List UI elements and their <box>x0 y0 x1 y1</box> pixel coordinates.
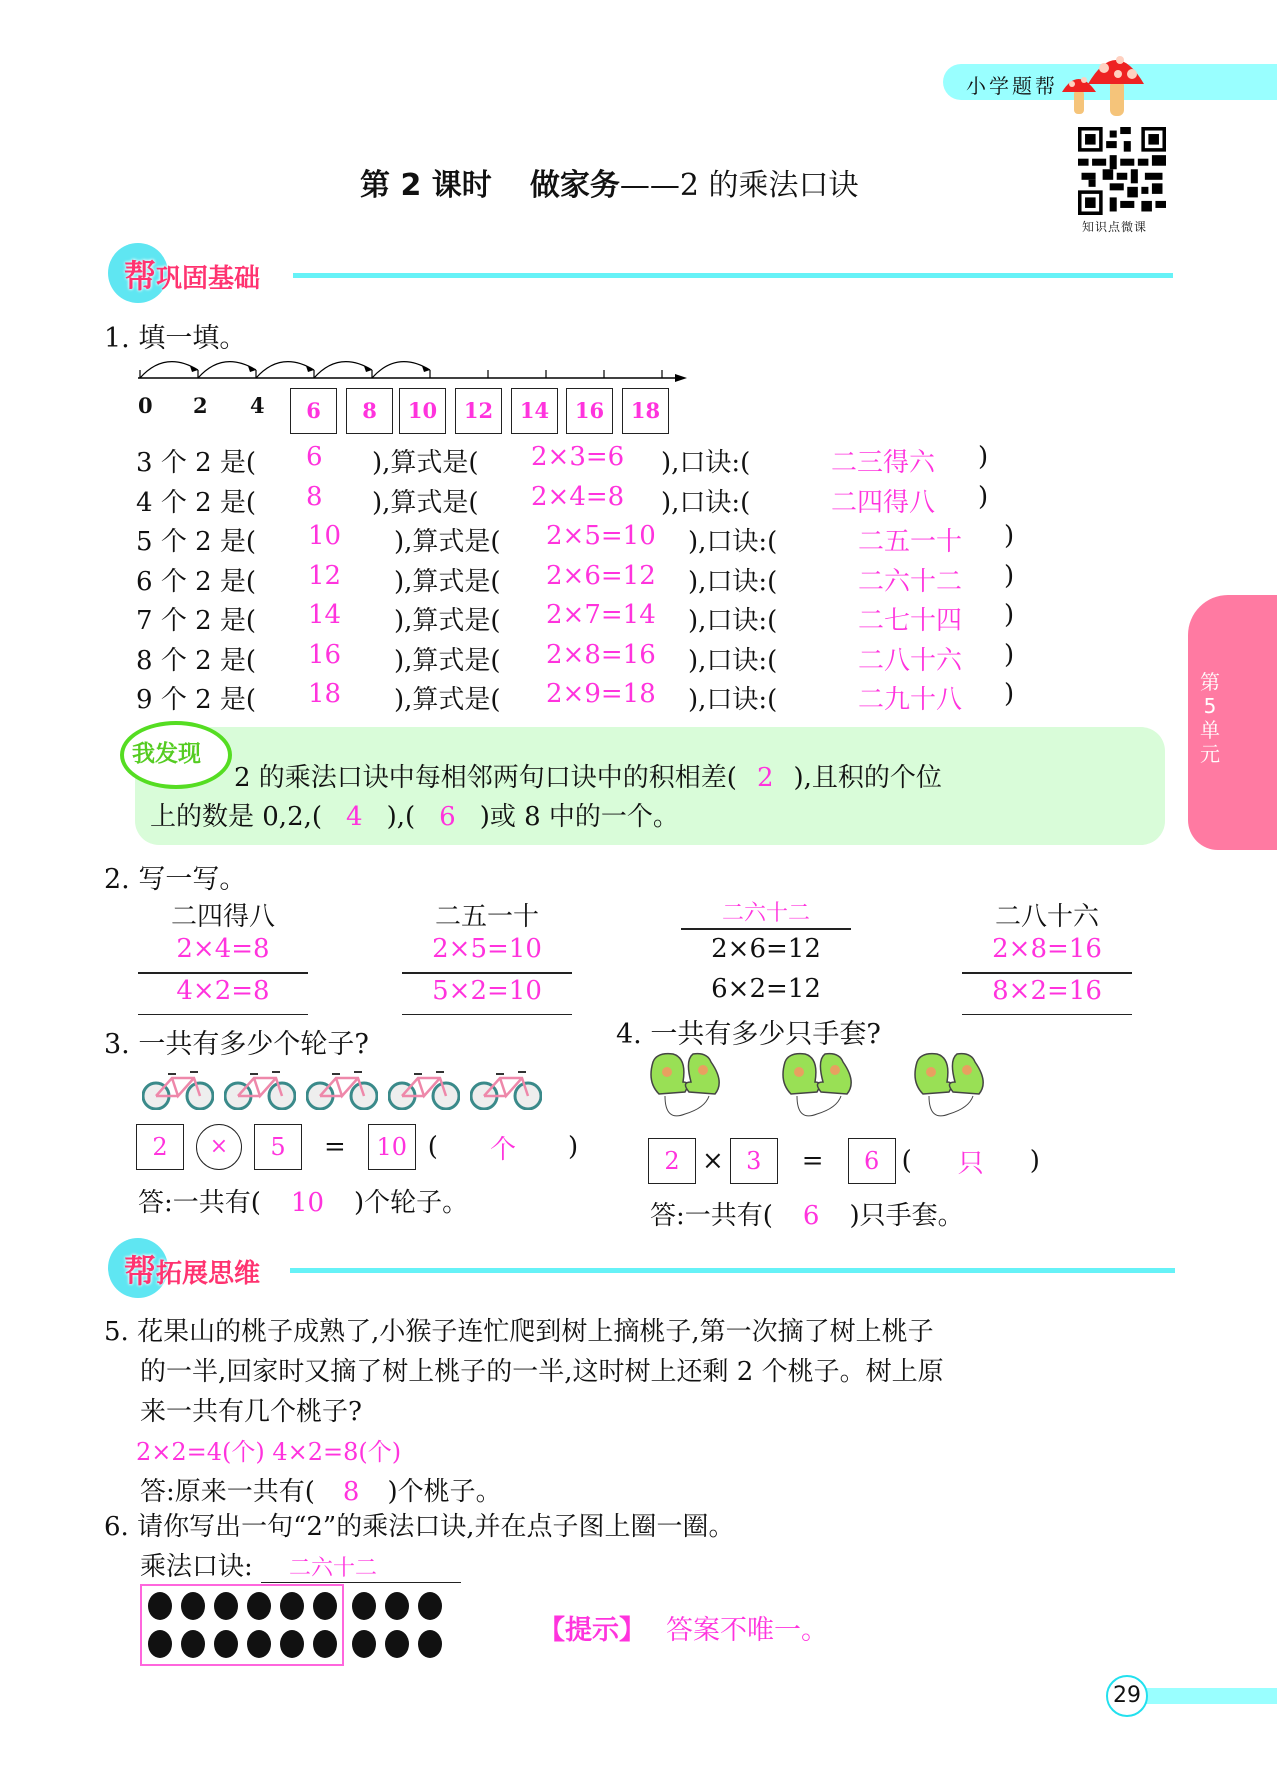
fill-row: 3 个 2 是( 6 ),算式是( 2×3=6 ),口诀:( 二三得六 ) <box>136 442 989 478</box>
section-header-extend <box>108 1238 1173 1298</box>
q5-working: 2×2=4(个) 4×2=8(个) <box>136 1438 402 1466</box>
section-header-basics <box>108 243 1173 303</box>
q6-rhyme-field: 乘法口诀: 二六十二 <box>140 1546 461 1583</box>
write-column: 二五一十 2×5=10 5×2=10 <box>402 896 572 1015</box>
fill-row: 9 个 2 是( 18 ),算式是( 2×9=18 ),口诀:( 二九十八 ) <box>136 679 1015 715</box>
section-label: 帮巩固基础 <box>124 257 261 295</box>
qr-code-icon[interactable] <box>1078 127 1166 215</box>
number-line-answer-box[interactable]: 10 <box>399 388 446 434</box>
factor-box[interactable]: 2 <box>648 1138 696 1184</box>
factor-box[interactable]: 5 <box>254 1124 302 1170</box>
number-line-answer-box[interactable]: 16 <box>566 388 613 434</box>
q3-equation: 2 × 5 = 10 ( 个 ) <box>136 1124 578 1170</box>
rhyme-answer-input[interactable]: 二六十二 <box>261 1551 461 1583</box>
fill-rows <box>136 442 1015 719</box>
page-title <box>360 160 859 204</box>
number-line-answer-box[interactable]: 12 <box>455 388 502 434</box>
discover-badge: 我发现 <box>132 741 201 767</box>
fill-row: 8 个 2 是( 16 ),算式是( 2×8=16 ),口诀:( 二八十六 ) <box>136 639 1015 676</box>
fill-row: 5 个 2 是( 10 ),算式是( 2×5=10 ),口诀:( 二五一十 ) <box>136 521 1015 557</box>
number-line-answer-box[interactable]: 18 <box>622 388 669 434</box>
bicycle-icon <box>470 1068 542 1110</box>
bicycle-icon <box>142 1068 214 1110</box>
hint: 【提示】 答案不唯一。 <box>538 1615 828 1646</box>
number-line-answer-box[interactable]: 6 <box>290 388 337 434</box>
fill-row: 4 个 2 是( 8 ),算式是( 2×4=8 ),口诀:( 二四得八 ) <box>136 481 989 518</box>
number-line <box>130 350 690 388</box>
result-box[interactable]: 6 <box>848 1138 896 1184</box>
question-3-title: 3. 一共有多少个轮子? <box>104 1029 369 1060</box>
question-2-title: 2. 写一写。 <box>104 864 247 895</box>
unit-label: 第 5 单元 <box>1200 670 1220 766</box>
bicycle-icon <box>306 1068 378 1110</box>
bicycle-icon <box>224 1068 296 1110</box>
mitten-pair-icon <box>651 1054 719 1116</box>
page-bar <box>1146 1688 1277 1704</box>
page-number: 29 <box>1106 1675 1148 1717</box>
factor-box[interactable]: 2 <box>136 1124 184 1170</box>
lesson-subtitle: ——2 的乘法口诀 <box>619 168 859 203</box>
question-6-title: 6. 请你写出一句“2”的乘法口诀,并在点子图上圈一圈。 <box>104 1512 735 1542</box>
operator-circle[interactable]: × <box>196 1124 242 1170</box>
q4-answer: 答:一共有( 6 )只手套。 <box>650 1201 964 1231</box>
number-line-label: 2 <box>193 393 208 418</box>
q3-answer: 答:一共有( 10 )个轮子。 <box>138 1188 469 1218</box>
q5-answer: 答:原来一共有( 8 )个桃子。 <box>140 1477 502 1507</box>
dot-grid <box>148 1592 451 1662</box>
bicycle-row <box>142 1068 542 1110</box>
qr-caption: 知识点微课 <box>1082 220 1148 234</box>
write-column: 二四得八 2×4=8 4×2=8 <box>138 896 308 1015</box>
number-line-answer-box[interactable]: 8 <box>346 388 393 434</box>
mittens-illustration <box>645 1052 1025 1132</box>
fill-row: 6 个 2 是( 12 ),算式是( 2×6=12 ),口诀:( 二六十二 ) <box>136 560 1015 597</box>
section-divider <box>290 1268 1175 1273</box>
lesson-topic: 做家务 <box>529 168 620 203</box>
fill-row: 7 个 2 是( 14 ),算式是( 2×7=14 ),口诀:( 二七十四 ) <box>136 600 1015 636</box>
section-divider <box>293 273 1173 278</box>
discover-line-1: 2 的乘法口诀中每相邻两句口诀中的积相差( 2 ),且积的个位 <box>234 763 942 793</box>
number-line-label: 0 <box>138 393 153 418</box>
question-4-title: 4. 一共有多少只手套? <box>616 1019 881 1050</box>
mushroom-icon <box>1060 42 1170 116</box>
factor-box[interactable]: 3 <box>730 1138 778 1184</box>
write-column: 二六十二 2×6=12 6×2=12 <box>681 896 851 1014</box>
lesson-number: 第 2 课时 <box>360 168 492 203</box>
question-5: 5. 花果山的桃子成熟了,小猴子连忙爬到树上摘桃子,第一次摘了树上桃子 的一半,回家时又摘了树上桃子的一半,这时树上还剩 2 个桃子。树上原 来一共有几个桃子? 2×2=4(个) 4×2=8(个) 答:原来一共有( 8 )个桃子。 <box>104 1312 944 1512</box>
result-box[interactable]: 10 <box>368 1124 416 1170</box>
q4-equation: 2 × 3 = 6 ( 只 ) <box>648 1138 1040 1184</box>
brand-name: 小学题帮 <box>966 74 1058 98</box>
write-column: 二八十六 2×8=16 8×2=16 <box>962 896 1132 1015</box>
bicycle-icon <box>388 1068 460 1110</box>
question-1-title: 1. 填一填。 <box>104 323 247 354</box>
number-line-answer-box[interactable]: 14 <box>511 388 558 434</box>
number-line-label: 4 <box>250 393 265 418</box>
section-label: 帮拓展思维 <box>124 1252 261 1290</box>
discover-line-2: 上的数是 0,2,( 4 ),( 6 )或 8 中的一个。 <box>150 802 679 832</box>
